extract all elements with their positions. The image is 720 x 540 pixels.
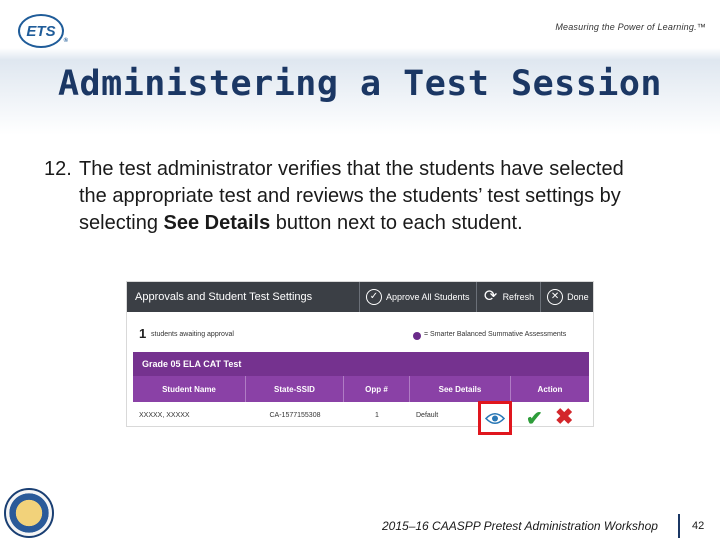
column-header-state-ssid: State-SSID [246,376,344,402]
deny-student-x-icon[interactable]: ✖ [555,404,574,429]
done-button[interactable]: ✕ Done [540,282,594,312]
table-header [133,376,589,402]
see-details-button[interactable] [478,401,512,435]
refresh-icon: ⟳ [483,288,498,305]
legend-label: = Smarter Balanced Summative Assessments [424,331,567,338]
session-header: Grade 05 ELA CAT Test [133,352,589,376]
pending-approvals-bar [127,312,594,350]
column-header-student-name: Student Name [133,376,246,402]
eye-icon [485,412,505,425]
pending-label: students awaiting approval [151,331,234,338]
see-details-cell: Default [416,411,439,419]
close-circle-icon: ✕ [547,289,563,305]
approve-all-students-button[interactable]: ✓ Approve All Students [359,282,476,312]
refresh-button[interactable]: ⟳ Refresh [476,282,541,312]
state-ssid-cell: CA-1577155308 [269,411,321,419]
approvals-toolbar [127,282,594,312]
approvals-title: Approvals and Student Test Settings [135,291,313,303]
step-number: 12. [44,158,72,180]
check-circle-icon: ✓ [366,289,382,305]
footer-divider [678,514,680,538]
step-line-1: The test administrator verifies that the students have selected [79,158,624,180]
student-name-cell: XXXXX, XXXXX [139,411,190,419]
pending-count: 1 [139,326,147,341]
step-line-3: selecting See Details button next to each student. [79,212,523,234]
opp-cell: 1 [375,411,379,419]
approvals-screenshot [126,281,594,427]
legend-dot-icon [413,332,421,340]
slide-title: Administering a Test Session [57,64,662,104]
footer-workshop-title: 2015–16 CAASPP Pretest Administration Workshop [382,519,658,533]
action-cell [511,402,589,427]
step-line-2: the appropriate test and reviews the students’ test settings by [79,185,621,207]
california-seal [4,488,54,538]
column-header-action: Action [537,384,563,394]
ets-logo: ETS ® [18,14,64,48]
tagline: Measuring the Power of Learning.™ [555,22,706,32]
column-header-see-details: See Details [410,376,511,402]
table-row [133,402,589,427]
column-header-opp: Opp # [344,376,410,402]
page-number: 42 [692,520,705,532]
step-instruction [44,156,694,237]
see-details-emphasis: See Details [163,212,271,234]
approve-student-check-icon[interactable]: ✔ [526,408,543,430]
